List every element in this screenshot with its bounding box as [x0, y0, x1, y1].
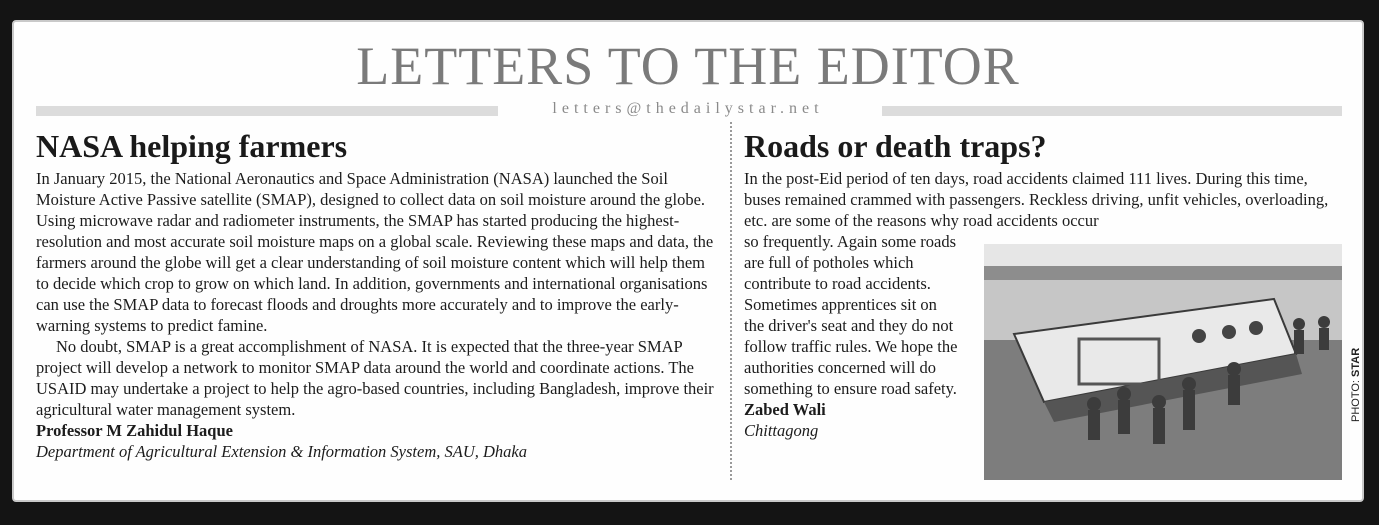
photo-illustration: [984, 244, 1342, 480]
right-body: so frequently. Again some roads are full of potholes which contribute to road accidents. Sometimes apprentices sit on the driver's seat and they do not follow traffic rules. We hope the authorities concerned will do something to ensure road safety.: [744, 232, 958, 398]
right-intro: In the post-Eid period of ten days, road accidents claimed 111 lives. During this time, buses remained crammed with passengers. Reckless driving, unfit vehicles, overloading, etc. are some of the reasons why road accidents occur: [744, 169, 1329, 230]
column-divider: [730, 122, 732, 480]
left-letter: [36, 126, 720, 462]
left-paragraph-1: In January 2015, the National Aeronautics and Space Administration (NASA) launched the Soil Moisture Active Passive satellite (SMAP), designed to collect data on soil moisture around the globe. Using microwave radar and radiometer instruments, the SMAP has started producing the highest-resolution and most accurate soil moisture maps on a global scale. Reviewing these maps and data, the farmers around the globe will get a clear understanding of soil moisture content which will help them to decide which crop to grow on which land. In addition, governments and international organisations can use the SMAP data to forecast floods and droughts more accurately and to improve the early-warning systems to predict famine.: [36, 169, 714, 335]
left-headline: NASA helping farmers: [36, 128, 348, 164]
photo-credit-source: STAR: [1350, 347, 1362, 377]
photo-credit-prefix: PHOTO:: [1350, 380, 1362, 422]
editor-email: letters@thedailystar.net: [552, 100, 824, 117]
right-location: Chittagong: [744, 421, 819, 440]
letters-panel: [12, 20, 1364, 502]
left-author: Professor M Zahidul Haque: [36, 421, 233, 440]
overturned-bus-photo: [984, 244, 1342, 480]
section-title: LETTERS TO THE EDITOR: [356, 36, 1020, 96]
left-paragraph-2: No doubt, SMAP is a great accomplishment of NASA. It is expected that the three-year SMAP project will develop a network to monitor SMAP data around the world and coordinate actions. The USAID may undertake a project to help the agro-based countries, including Bangladesh, improve their agricultural water management system.: [36, 337, 714, 419]
right-headline: Roads or death traps?: [744, 128, 1047, 164]
left-affiliation: Department of Agricultural Extension & Information System, SAU, Dhaka: [36, 442, 527, 461]
photo-credit: [1350, 348, 1362, 422]
right-author: Zabed Wali: [744, 400, 826, 419]
